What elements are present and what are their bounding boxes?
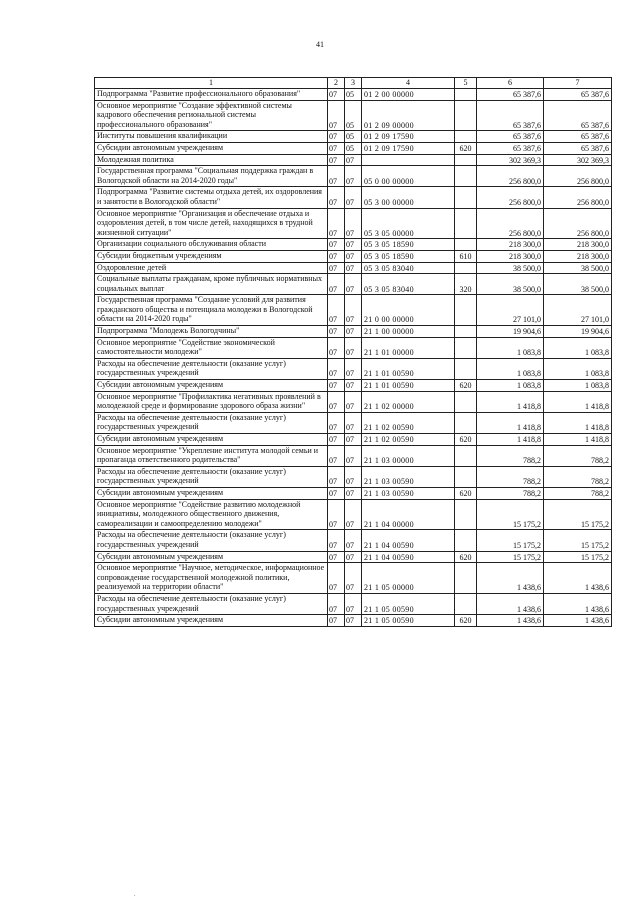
row-razdel: 07 bbox=[328, 593, 345, 614]
row-sum-year-2: 15 175,2 bbox=[544, 499, 612, 530]
row-target-article: 05 3 05 18590 bbox=[362, 250, 455, 262]
row-name: Основное мероприятие "Профилактика негативных проявлений в молодежной среде и формирование здорового образа жизни" bbox=[95, 391, 328, 412]
table-row bbox=[95, 326, 612, 338]
row-target-article: 21 1 00 00000 bbox=[362, 326, 455, 338]
row-target-article: 21 1 01 00590 bbox=[362, 380, 455, 392]
row-podrazdel: 07 bbox=[345, 380, 362, 392]
page-number: 41 bbox=[316, 40, 324, 49]
row-name: Государственная программа "Создание условий для развития гражданского общества и потенциала молодежи в Вологодской области на 2014-2020 годы" bbox=[95, 295, 328, 326]
row-podrazdel: 07 bbox=[345, 262, 362, 274]
row-expense-type bbox=[455, 337, 477, 358]
row-sum-year-2: 788,2 bbox=[544, 487, 612, 499]
row-sum-year-2: 19 904,6 bbox=[544, 326, 612, 338]
row-podrazdel: 07 bbox=[345, 530, 362, 551]
row-sum-year-2: 38 500,0 bbox=[544, 262, 612, 274]
row-sum-year-1: 65 387,6 bbox=[477, 100, 544, 131]
row-name: Субсидии автономным учреждениям bbox=[95, 551, 328, 563]
row-podrazdel: 07 bbox=[345, 593, 362, 614]
row-name: Организации социального обслуживания области bbox=[95, 239, 328, 251]
row-sum-year-1: 256 800,0 bbox=[477, 208, 544, 239]
row-sum-year-1: 218 300,0 bbox=[477, 239, 544, 251]
table-row bbox=[95, 466, 612, 487]
row-name: Подпрограмма "Развитие системы отдыха детей, их оздоровления и занятости в Вологодской области" bbox=[95, 187, 328, 208]
table-row bbox=[95, 262, 612, 274]
row-razdel: 07 bbox=[328, 551, 345, 563]
row-razdel: 07 bbox=[328, 499, 345, 530]
row-podrazdel: 07 bbox=[345, 551, 362, 563]
row-target-article: 05 3 05 18590 bbox=[362, 239, 455, 251]
row-razdel: 07 bbox=[328, 487, 345, 499]
row-expense-type bbox=[455, 391, 477, 412]
row-target-article: 21 1 04 00590 bbox=[362, 551, 455, 563]
row-target-article: 01 2 09 17590 bbox=[362, 131, 455, 143]
row-expense-type bbox=[455, 326, 477, 338]
row-podrazdel: 07 bbox=[345, 391, 362, 412]
table-row bbox=[95, 154, 612, 166]
table-row bbox=[95, 142, 612, 154]
row-target-article: 21 1 03 00000 bbox=[362, 445, 455, 466]
row-target-article: 01 2 09 17590 bbox=[362, 142, 455, 154]
table-row bbox=[95, 530, 612, 551]
row-name: Основное мероприятие "Содействие экономической самостоятельности молодежи" bbox=[95, 337, 328, 358]
row-target-article: 21 1 04 00590 bbox=[362, 530, 455, 551]
row-expense-type bbox=[455, 593, 477, 614]
row-name: Молодежная политика bbox=[95, 154, 328, 166]
row-sum-year-2: 1 083,8 bbox=[544, 358, 612, 379]
row-target-article: 05 3 05 83040 bbox=[362, 262, 455, 274]
table-row bbox=[95, 208, 612, 239]
row-target-article: 21 1 05 00000 bbox=[362, 563, 455, 594]
row-expense-type bbox=[455, 154, 477, 166]
table-row bbox=[95, 615, 612, 627]
row-sum-year-2: 1 438,6 bbox=[544, 563, 612, 594]
row-sum-year-1: 218 300,0 bbox=[477, 250, 544, 262]
row-razdel: 07 bbox=[328, 208, 345, 239]
row-sum-year-2: 302 369,3 bbox=[544, 154, 612, 166]
row-sum-year-1: 15 175,2 bbox=[477, 499, 544, 530]
table-row bbox=[95, 274, 612, 295]
row-name: Субсидии бюджетным учреждениям bbox=[95, 250, 328, 262]
table-header-row bbox=[95, 78, 612, 89]
row-sum-year-2: 38 500,0 bbox=[544, 274, 612, 295]
row-sum-year-1: 15 175,2 bbox=[477, 551, 544, 563]
row-expense-type: 620 bbox=[455, 551, 477, 563]
row-razdel: 07 bbox=[328, 239, 345, 251]
row-target-article: 01 2 09 00000 bbox=[362, 100, 455, 131]
table-row bbox=[95, 499, 612, 530]
row-name: Субсидии автономным учреждениям bbox=[95, 487, 328, 499]
row-razdel: 07 bbox=[328, 131, 345, 143]
row-sum-year-1: 65 387,6 bbox=[477, 131, 544, 143]
row-sum-year-2: 15 175,2 bbox=[544, 551, 612, 563]
row-expense-type bbox=[455, 358, 477, 379]
row-podrazdel: 07 bbox=[345, 295, 362, 326]
row-name: Подпрограмма "Молодежь Вологодчины" bbox=[95, 326, 328, 338]
row-expense-type bbox=[455, 563, 477, 594]
row-sum-year-2: 65 387,6 bbox=[544, 100, 612, 131]
row-expense-type: 620 bbox=[455, 615, 477, 627]
row-razdel: 07 bbox=[328, 100, 345, 131]
row-sum-year-1: 1 418,8 bbox=[477, 391, 544, 412]
header-col-2: 2 bbox=[328, 78, 345, 89]
row-expense-type bbox=[455, 208, 477, 239]
row-name: Оздоровление детей bbox=[95, 262, 328, 274]
row-sum-year-1: 19 904,6 bbox=[477, 326, 544, 338]
row-target-article: 05 3 05 00000 bbox=[362, 208, 455, 239]
row-sum-year-2: 65 387,6 bbox=[544, 131, 612, 143]
row-razdel: 07 bbox=[328, 166, 345, 187]
row-razdel: 07 bbox=[328, 563, 345, 594]
row-podrazdel: 07 bbox=[345, 487, 362, 499]
header-col-6: 6 bbox=[477, 78, 544, 89]
row-razdel: 07 bbox=[328, 154, 345, 166]
row-razdel: 07 bbox=[328, 187, 345, 208]
header-col-4: 4 bbox=[362, 78, 455, 89]
scan-mark: . bbox=[134, 892, 136, 898]
table-row bbox=[95, 412, 612, 433]
row-name: Расходы на обеспечение деятельности (оказание услуг) государственных учреждений bbox=[95, 466, 328, 487]
header-col-3: 3 bbox=[345, 78, 362, 89]
row-target-article: 21 1 05 00590 bbox=[362, 593, 455, 614]
row-target-article: 21 1 05 00590 bbox=[362, 615, 455, 627]
row-name: Основное мероприятие "Организация и обеспечение отдыха и оздоровления детей, в том числе детей, находящихся в трудной жизненной ситуации" bbox=[95, 208, 328, 239]
table-row bbox=[95, 434, 612, 446]
row-podrazdel: 07 bbox=[345, 166, 362, 187]
table-row bbox=[95, 166, 612, 187]
row-target-article: 05 3 00 00000 bbox=[362, 187, 455, 208]
row-sum-year-1: 1 083,8 bbox=[477, 337, 544, 358]
row-sum-year-2: 1 418,8 bbox=[544, 412, 612, 433]
table-row bbox=[95, 563, 612, 594]
row-expense-type bbox=[455, 295, 477, 326]
row-expense-type bbox=[455, 239, 477, 251]
row-name: Субсидии автономным учреждениям bbox=[95, 380, 328, 392]
row-target-article: 21 0 00 00000 bbox=[362, 295, 455, 326]
row-sum-year-1: 1 438,6 bbox=[477, 593, 544, 614]
row-razdel: 07 bbox=[328, 615, 345, 627]
budget-table bbox=[94, 77, 612, 627]
row-razdel: 07 bbox=[328, 274, 345, 295]
row-target-article: 21 1 01 00000 bbox=[362, 337, 455, 358]
table-row bbox=[95, 100, 612, 131]
row-name: Государственная программа "Социальная поддержка граждан в Вологодской области на 2014-2020 годы" bbox=[95, 166, 328, 187]
row-expense-type bbox=[455, 262, 477, 274]
header-col-1: 1 bbox=[95, 78, 328, 89]
header-col-5: 5 bbox=[455, 78, 477, 89]
row-sum-year-1: 65 387,6 bbox=[477, 142, 544, 154]
row-name: Институты повышения квалификации bbox=[95, 131, 328, 143]
row-sum-year-2: 27 101,0 bbox=[544, 295, 612, 326]
row-sum-year-2: 218 300,0 bbox=[544, 250, 612, 262]
row-podrazdel: 07 bbox=[345, 239, 362, 251]
row-sum-year-1: 65 387,6 bbox=[477, 89, 544, 101]
row-podrazdel: 07 bbox=[345, 154, 362, 166]
row-podrazdel: 07 bbox=[345, 187, 362, 208]
table-row bbox=[95, 358, 612, 379]
row-sum-year-2: 1 083,8 bbox=[544, 337, 612, 358]
row-razdel: 07 bbox=[328, 295, 345, 326]
row-name: Основное мероприятие "Научное, методическое, информационное сопровождение государственной молодежной политики, реализуемой на территории области" bbox=[95, 563, 328, 594]
row-expense-type bbox=[455, 499, 477, 530]
table-row bbox=[95, 391, 612, 412]
row-razdel: 07 bbox=[328, 466, 345, 487]
row-sum-year-2: 1 083,8 bbox=[544, 380, 612, 392]
row-podrazdel: 07 bbox=[345, 466, 362, 487]
row-podrazdel: 07 bbox=[345, 615, 362, 627]
row-expense-type bbox=[455, 131, 477, 143]
row-sum-year-2: 256 800,0 bbox=[544, 166, 612, 187]
row-expense-type bbox=[455, 166, 477, 187]
row-sum-year-1: 1 083,8 bbox=[477, 380, 544, 392]
row-podrazdel: 07 bbox=[345, 337, 362, 358]
row-target-article: 21 1 02 00590 bbox=[362, 434, 455, 446]
row-razdel: 07 bbox=[328, 142, 345, 154]
row-sum-year-1: 1 438,6 bbox=[477, 563, 544, 594]
row-razdel: 07 bbox=[328, 412, 345, 433]
row-expense-type bbox=[455, 100, 477, 131]
row-expense-type: 620 bbox=[455, 434, 477, 446]
table-row bbox=[95, 250, 612, 262]
row-sum-year-2: 1 418,8 bbox=[544, 434, 612, 446]
row-target-article: 21 1 03 00590 bbox=[362, 466, 455, 487]
row-target-article: 05 0 00 00000 bbox=[362, 166, 455, 187]
row-expense-type: 620 bbox=[455, 380, 477, 392]
row-sum-year-1: 256 800,0 bbox=[477, 166, 544, 187]
row-razdel: 07 bbox=[328, 262, 345, 274]
table-row bbox=[95, 239, 612, 251]
row-podrazdel: 07 bbox=[345, 563, 362, 594]
row-podrazdel: 07 bbox=[345, 499, 362, 530]
table-row bbox=[95, 487, 612, 499]
row-razdel: 07 bbox=[328, 326, 345, 338]
row-sum-year-1: 256 800,0 bbox=[477, 187, 544, 208]
row-target-article: 21 1 03 00590 bbox=[362, 487, 455, 499]
row-razdel: 07 bbox=[328, 434, 345, 446]
row-sum-year-2: 1 418,8 bbox=[544, 391, 612, 412]
row-sum-year-1: 27 101,0 bbox=[477, 295, 544, 326]
row-podrazdel: 05 bbox=[345, 142, 362, 154]
row-sum-year-1: 1 418,8 bbox=[477, 412, 544, 433]
row-sum-year-1: 38 500,0 bbox=[477, 274, 544, 295]
row-podrazdel: 05 bbox=[345, 89, 362, 101]
row-sum-year-2: 256 800,0 bbox=[544, 208, 612, 239]
row-podrazdel: 07 bbox=[345, 358, 362, 379]
row-sum-year-1: 302 369,3 bbox=[477, 154, 544, 166]
row-sum-year-2: 218 300,0 bbox=[544, 239, 612, 251]
row-sum-year-1: 38 500,0 bbox=[477, 262, 544, 274]
row-razdel: 07 bbox=[328, 89, 345, 101]
row-razdel: 07 bbox=[328, 530, 345, 551]
row-name: Основное мероприятие "Содействие развитию молодежной инициативы, молодежного общественного движения, самореализации и самоопределению молодежи" bbox=[95, 499, 328, 530]
row-expense-type bbox=[455, 466, 477, 487]
row-podrazdel: 07 bbox=[345, 434, 362, 446]
row-podrazdel: 05 bbox=[345, 100, 362, 131]
row-name: Субсидии автономным учреждениям bbox=[95, 615, 328, 627]
row-podrazdel: 07 bbox=[345, 250, 362, 262]
row-name: Подпрограмма "Развитие профессионального образования" bbox=[95, 89, 328, 101]
row-name: Расходы на обеспечение деятельности (оказание услуг) государственных учреждений bbox=[95, 593, 328, 614]
row-target-article: 21 1 01 00590 bbox=[362, 358, 455, 379]
row-sum-year-1: 788,2 bbox=[477, 445, 544, 466]
header-col-7: 7 bbox=[544, 78, 612, 89]
row-sum-year-2: 15 175,2 bbox=[544, 530, 612, 551]
row-name: Основное мероприятие "Укрепление института молодой семьи и пропаганда ответственного родительства" bbox=[95, 445, 328, 466]
row-name: Расходы на обеспечение деятельности (оказание услуг) государственных учреждений bbox=[95, 412, 328, 433]
row-name: Субсидии автономным учреждениям bbox=[95, 142, 328, 154]
row-podrazdel: 07 bbox=[345, 326, 362, 338]
row-razdel: 07 bbox=[328, 445, 345, 466]
row-expense-type: 620 bbox=[455, 142, 477, 154]
row-sum-year-1: 1 438,6 bbox=[477, 615, 544, 627]
row-razdel: 07 bbox=[328, 358, 345, 379]
row-expense-type bbox=[455, 412, 477, 433]
table-row bbox=[95, 593, 612, 614]
row-sum-year-1: 1 418,8 bbox=[477, 434, 544, 446]
row-sum-year-2: 1 438,6 bbox=[544, 593, 612, 614]
row-sum-year-1: 1 083,8 bbox=[477, 358, 544, 379]
row-target-article bbox=[362, 154, 455, 166]
row-target-article: 21 1 04 00000 bbox=[362, 499, 455, 530]
row-expense-type: 620 bbox=[455, 487, 477, 499]
row-name: Социальные выплаты гражданам, кроме публичных нормативных социальных выплат bbox=[95, 274, 328, 295]
table-row bbox=[95, 89, 612, 101]
row-name: Субсидии автономным учреждениям bbox=[95, 434, 328, 446]
row-podrazdel: 07 bbox=[345, 412, 362, 433]
row-target-article: 01 2 00 00000 bbox=[362, 89, 455, 101]
row-sum-year-2: 1 438,6 bbox=[544, 615, 612, 627]
table-row bbox=[95, 445, 612, 466]
table-row bbox=[95, 337, 612, 358]
row-razdel: 07 bbox=[328, 250, 345, 262]
row-name: Основное мероприятие "Создание эффективной системы кадрового обеспечения региональной системы профессионального образования" bbox=[95, 100, 328, 131]
row-name: Расходы на обеспечение деятельности (оказание услуг) государственных учреждений bbox=[95, 530, 328, 551]
table-row bbox=[95, 131, 612, 143]
row-podrazdel: 07 bbox=[345, 274, 362, 295]
row-expense-type bbox=[455, 187, 477, 208]
row-expense-type: 610 bbox=[455, 250, 477, 262]
table-row bbox=[95, 187, 612, 208]
row-sum-year-2: 788,2 bbox=[544, 445, 612, 466]
row-target-article: 21 1 02 00590 bbox=[362, 412, 455, 433]
row-podrazdel: 07 bbox=[345, 208, 362, 239]
row-podrazdel: 05 bbox=[345, 131, 362, 143]
row-sum-year-2: 65 387,6 bbox=[544, 142, 612, 154]
row-sum-year-2: 65 387,6 bbox=[544, 89, 612, 101]
row-target-article: 21 1 02 00000 bbox=[362, 391, 455, 412]
row-sum-year-2: 256 800,0 bbox=[544, 187, 612, 208]
row-razdel: 07 bbox=[328, 391, 345, 412]
row-expense-type: 320 bbox=[455, 274, 477, 295]
row-podrazdel: 07 bbox=[345, 445, 362, 466]
row-expense-type bbox=[455, 89, 477, 101]
row-name: Расходы на обеспечение деятельности (оказание услуг) государственных учреждений bbox=[95, 358, 328, 379]
row-sum-year-2: 788,2 bbox=[544, 466, 612, 487]
row-sum-year-1: 788,2 bbox=[477, 466, 544, 487]
table-row bbox=[95, 551, 612, 563]
table-row bbox=[95, 295, 612, 326]
row-razdel: 07 bbox=[328, 337, 345, 358]
row-sum-year-1: 15 175,2 bbox=[477, 530, 544, 551]
table-row bbox=[95, 380, 612, 392]
row-sum-year-1: 788,2 bbox=[477, 487, 544, 499]
row-expense-type bbox=[455, 445, 477, 466]
row-razdel: 07 bbox=[328, 380, 345, 392]
row-expense-type bbox=[455, 530, 477, 551]
row-target-article: 05 3 05 83040 bbox=[362, 274, 455, 295]
